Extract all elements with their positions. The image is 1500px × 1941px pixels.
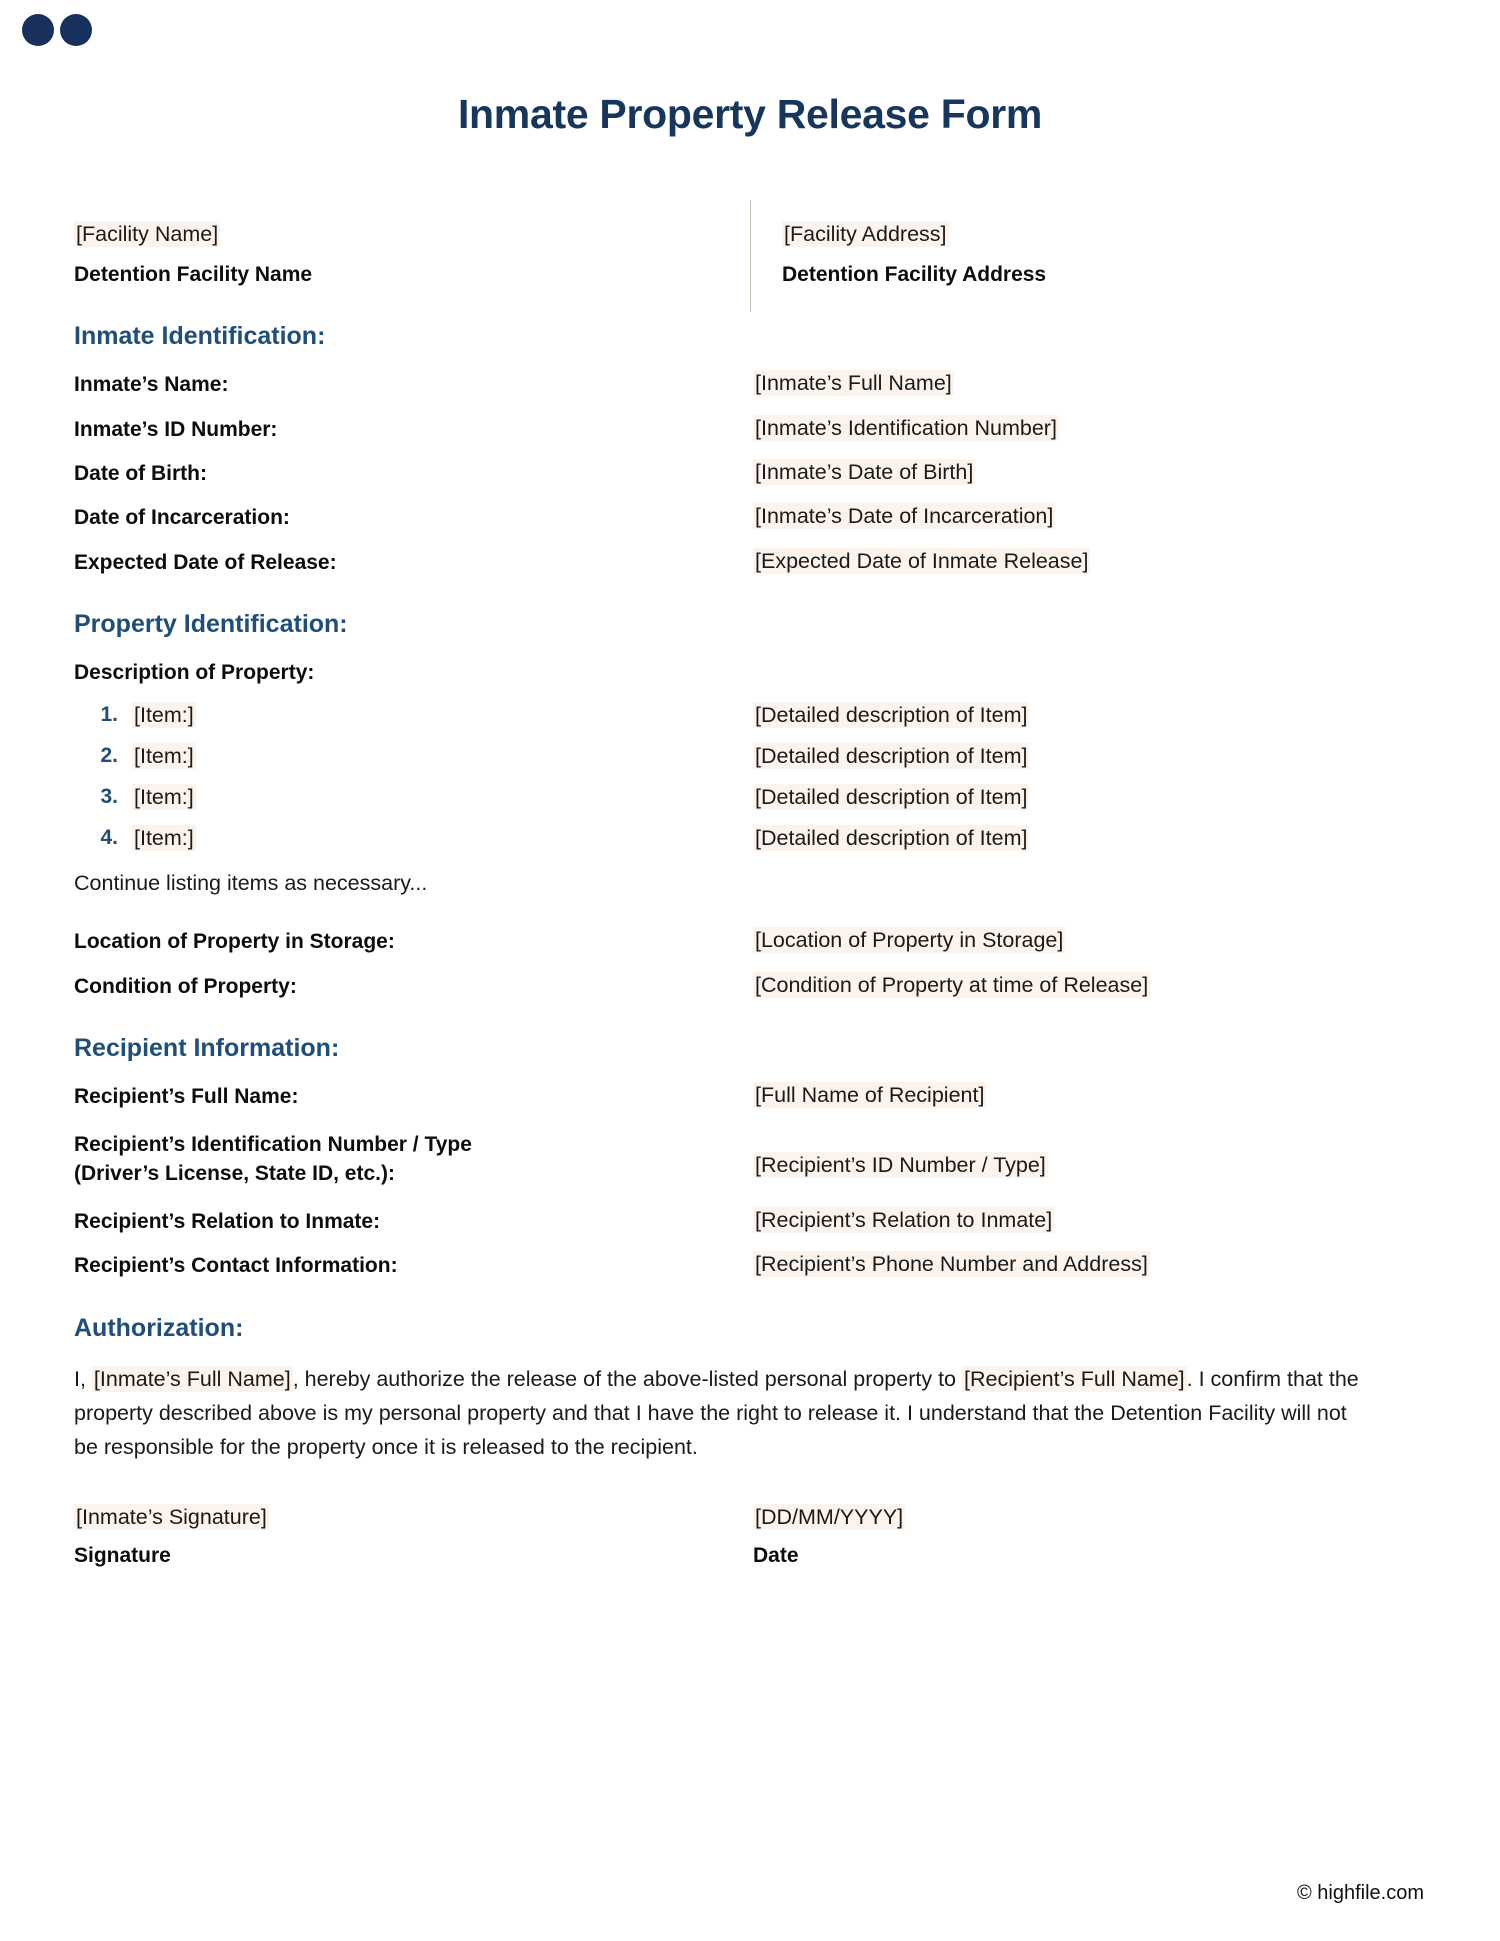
property-list-item <box>74 744 1426 769</box>
field-label: Recipient’s Contact Information: <box>74 1254 398 1278</box>
list-item-placeholder[interactable]: [Item:] <box>134 703 194 728</box>
list-item-wrap <box>132 785 750 810</box>
field-value-wrap <box>750 1252 1426 1277</box>
field-row-location-of-property <box>74 928 1426 956</box>
field-value[interactable]: [Inmate’s Identification Number] <box>755 415 1057 440</box>
field-label: Inmate’s Name: <box>74 373 229 397</box>
logo-circle-left <box>22 14 54 46</box>
facility-address-label: Detention Facility Address <box>782 263 1047 286</box>
list-number: 2. <box>100 744 118 768</box>
field-value[interactable]: [Inmate’s Date of Incarceration] <box>755 504 1054 529</box>
field-row-recipient-contact <box>74 1252 1426 1280</box>
field-label: Recipient’s Relation to Inmate: <box>74 1210 381 1234</box>
facility-address-placeholder[interactable]: [Facility Address] <box>784 222 947 246</box>
field-row-recipient-relation <box>74 1208 1426 1236</box>
signature-placeholder[interactable]: [Inmate’s Signature] <box>76 1504 267 1529</box>
field-value[interactable]: [Expected Date of Inmate Release] <box>755 548 1089 573</box>
date-placeholder-line <box>753 1505 1426 1530</box>
field-value[interactable]: [Condition of Property at time of Release] <box>755 972 1149 997</box>
list-desc-wrap <box>750 785 1426 810</box>
field-label-wrap <box>74 1131 750 1188</box>
field-value-wrap <box>750 416 1426 441</box>
list-desc-wrap <box>750 703 1426 728</box>
footer-copyright: © highfile.com <box>1296 1882 1424 1904</box>
field-row-recipient-id <box>74 1131 1426 1188</box>
list-number: 4. <box>100 826 118 850</box>
field-value[interactable]: [Location of Property in Storage] <box>755 928 1064 953</box>
field-label: Inmate’s ID Number: <box>74 417 278 441</box>
field-label: Date of Incarceration: <box>74 506 290 530</box>
field-value[interactable]: [Recipient’s ID Number / Type] <box>755 1153 1046 1178</box>
facility-name-label: Detention Facility Name <box>74 263 313 286</box>
field-value[interactable]: [Recipient’s Phone Number and Address] <box>755 1252 1148 1277</box>
field-row-inmate-id-number <box>74 416 1426 444</box>
section-heading-authorization: Authorization: <box>74 1313 244 1342</box>
page-title: Inmate Property Release Form <box>457 91 1043 137</box>
list-item-placeholder[interactable]: [Item:] <box>134 826 194 851</box>
auth-text-part-2: , hereby authorize the release of the above-listed personal property to <box>292 1366 962 1391</box>
list-desc-wrap <box>750 826 1426 851</box>
column-divider <box>750 200 751 312</box>
property-list-item <box>74 826 1426 851</box>
logo-circle-right <box>60 14 92 46</box>
authorization-paragraph <box>74 1363 1374 1465</box>
field-value-wrap <box>750 973 1426 998</box>
field-value-wrap <box>750 1083 1426 1108</box>
signature-column <box>74 1505 750 1570</box>
field-value-wrap <box>750 928 1426 953</box>
date-column <box>750 1505 1426 1570</box>
auth-recipient-name-placeholder[interactable]: [Recipient’s Full Name] <box>963 1366 1185 1391</box>
auth-inmate-name-placeholder[interactable]: [Inmate’s Full Name] <box>93 1366 291 1391</box>
field-row-expected-date-of-release <box>74 549 1426 577</box>
facility-name-placeholder[interactable]: [Facility Name] <box>76 222 219 246</box>
facility-header <box>74 222 1426 289</box>
field-value-wrap <box>750 549 1426 574</box>
list-item-wrap <box>132 744 750 769</box>
field-value-wrap <box>750 1131 1426 1178</box>
field-value-wrap <box>750 460 1426 485</box>
list-item-description[interactable]: [Detailed description of Item] <box>755 744 1028 769</box>
facility-address-column <box>750 222 1426 289</box>
field-row-date-of-incarceration <box>74 504 1426 532</box>
section-heading-recipient-information: Recipient Information: <box>74 1034 340 1063</box>
field-label-line-2: (Driver’s License, State ID, etc.): <box>74 1161 395 1185</box>
field-label-line-1: Recipient’s Identification Number / Type <box>74 1133 472 1157</box>
description-of-property-label: Description of Property: <box>74 661 315 685</box>
continue-listing-note: Continue listing items as necessary... <box>74 871 428 896</box>
field-value-wrap <box>750 504 1426 529</box>
signature-block <box>74 1505 1426 1570</box>
list-number: 3. <box>100 785 118 809</box>
date-label: Date <box>753 1543 799 1567</box>
field-label: Date of Birth: <box>74 462 207 486</box>
field-value-wrap <box>750 371 1426 396</box>
field-value-wrap <box>750 1208 1426 1233</box>
list-number: 1. <box>100 703 118 727</box>
field-row-recipient-full-name <box>74 1083 1426 1111</box>
list-item-wrap <box>132 826 750 851</box>
list-item-placeholder[interactable]: [Item:] <box>134 744 194 769</box>
field-value[interactable]: [Full Name of Recipient] <box>755 1083 985 1108</box>
list-item-description[interactable]: [Detailed description of Item] <box>755 785 1028 810</box>
field-value[interactable]: [Inmate’s Full Name] <box>755 371 952 396</box>
field-row-date-of-birth <box>74 460 1426 488</box>
signature-placeholder-line <box>74 1505 750 1530</box>
list-item-wrap <box>132 703 750 728</box>
section-heading-inmate-identification: Inmate Identification: <box>74 322 326 351</box>
field-value[interactable]: [Recipient’s Relation to Inmate] <box>755 1208 1053 1233</box>
auth-text-part-3: . I confirm that the property described above is my personal property and that I have the right to release it. I understand that the Detention Facility will not be responsible for the property once it is released to the recipient. <box>74 1366 1359 1459</box>
field-row-inmate-name <box>74 371 1426 399</box>
field-label: Expected Date of Release: <box>74 550 337 574</box>
signature-label: Signature <box>74 1543 171 1567</box>
facility-name-placeholder-line <box>74 222 730 247</box>
field-value[interactable]: [Inmate’s Date of Birth] <box>755 460 974 485</box>
document-body <box>74 222 1426 1570</box>
list-item-description[interactable]: [Detailed description of Item] <box>755 703 1028 728</box>
field-label: Recipient’s Full Name: <box>74 1085 299 1109</box>
property-list-item <box>74 785 1426 810</box>
date-placeholder[interactable]: [DD/MM/YYYY] <box>755 1504 904 1529</box>
list-desc-wrap <box>750 744 1426 769</box>
auth-text-part-1: I, <box>74 1366 92 1391</box>
field-row-condition-of-property <box>74 973 1426 1001</box>
property-list-item <box>74 703 1426 728</box>
section-heading-property-identification: Property Identification: <box>74 610 348 639</box>
list-item-placeholder[interactable]: [Item:] <box>134 785 194 810</box>
facility-address-placeholder-line <box>782 222 1406 247</box>
facility-name-column <box>74 222 750 289</box>
highfile-logo <box>22 14 92 46</box>
list-item-description[interactable]: [Detailed description of Item] <box>755 826 1028 851</box>
field-label: Condition of Property: <box>74 974 297 998</box>
field-label: Location of Property in Storage: <box>74 930 395 954</box>
